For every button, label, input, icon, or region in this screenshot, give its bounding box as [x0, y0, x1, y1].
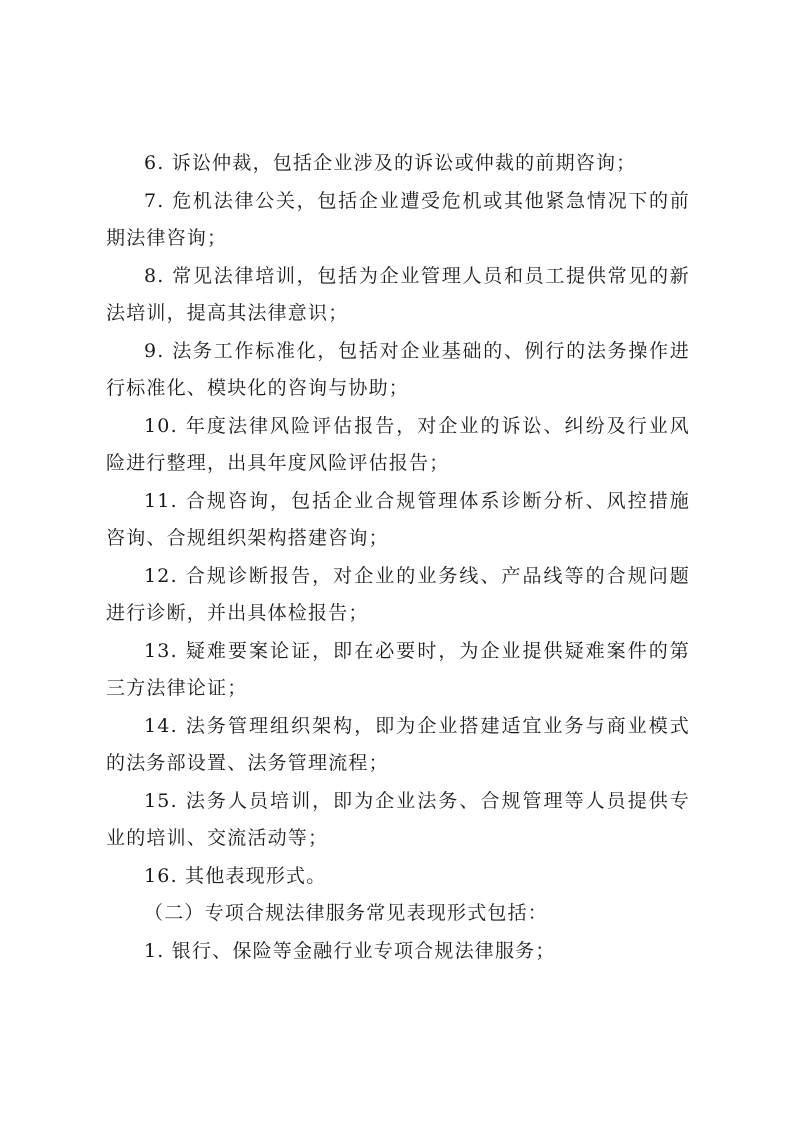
- paragraph-item-14: 14. 法务管理组织架构，即为企业搭建适宜业务与商业模式的法务部设置、法务管理流程；: [106, 714, 690, 774]
- paragraph-item-16: 16. 其他表现形式。: [144, 864, 327, 887]
- paragraph-item-10: 10. 年度法律风险评估报告，对企业的诉讼、纠纷及行业风险进行整理，出具年度风险评估报告；: [106, 414, 690, 474]
- paragraph-item-15: 15. 法务人员培训，即为企业法务、合规管理等人员提供专业的培训、交流活动等；: [106, 789, 690, 849]
- paragraph-item-12: 12. 合规诊断报告，对企业的业务线、产品线等的合规问题进行诊断，并出具体检报告；: [106, 564, 690, 624]
- paragraph-item-7: 7. 危机法律公关，包括企业遭受危机或其他紧急情况下的前期法律咨询；: [106, 189, 690, 249]
- paragraph-item-11: 11. 合规咨询，包括企业合规管理体系诊断分析、风控措施咨询、合规组织架构搭建咨询；: [106, 489, 690, 549]
- paragraph-item-13: 13. 疑难要案论证，即在必要时，为企业提供疑难案件的第三方法律论证；: [106, 639, 690, 699]
- section-heading: （二）专项合规法律服务常见表现形式包括：: [144, 902, 549, 924]
- paragraph-item-9: 9. 法务工作标准化，包括对企业基础的、例行的法务操作进行标准化、模块化的咨询与协助；: [106, 339, 690, 399]
- paragraph-item-1: 1. 银行、保险等金融行业专项合规法律服务；: [144, 939, 556, 962]
- paragraph-item-8: 8. 常见法律培训，包括为企业管理人员和员工提供常见的新法培训，提高其法律意识；: [106, 264, 690, 324]
- paragraph-item-6: 6. 诉讼仲裁，包括企业涉及的诉讼或仲裁的前期咨询；: [144, 152, 637, 174]
- document-body: [106, 145, 690, 970]
